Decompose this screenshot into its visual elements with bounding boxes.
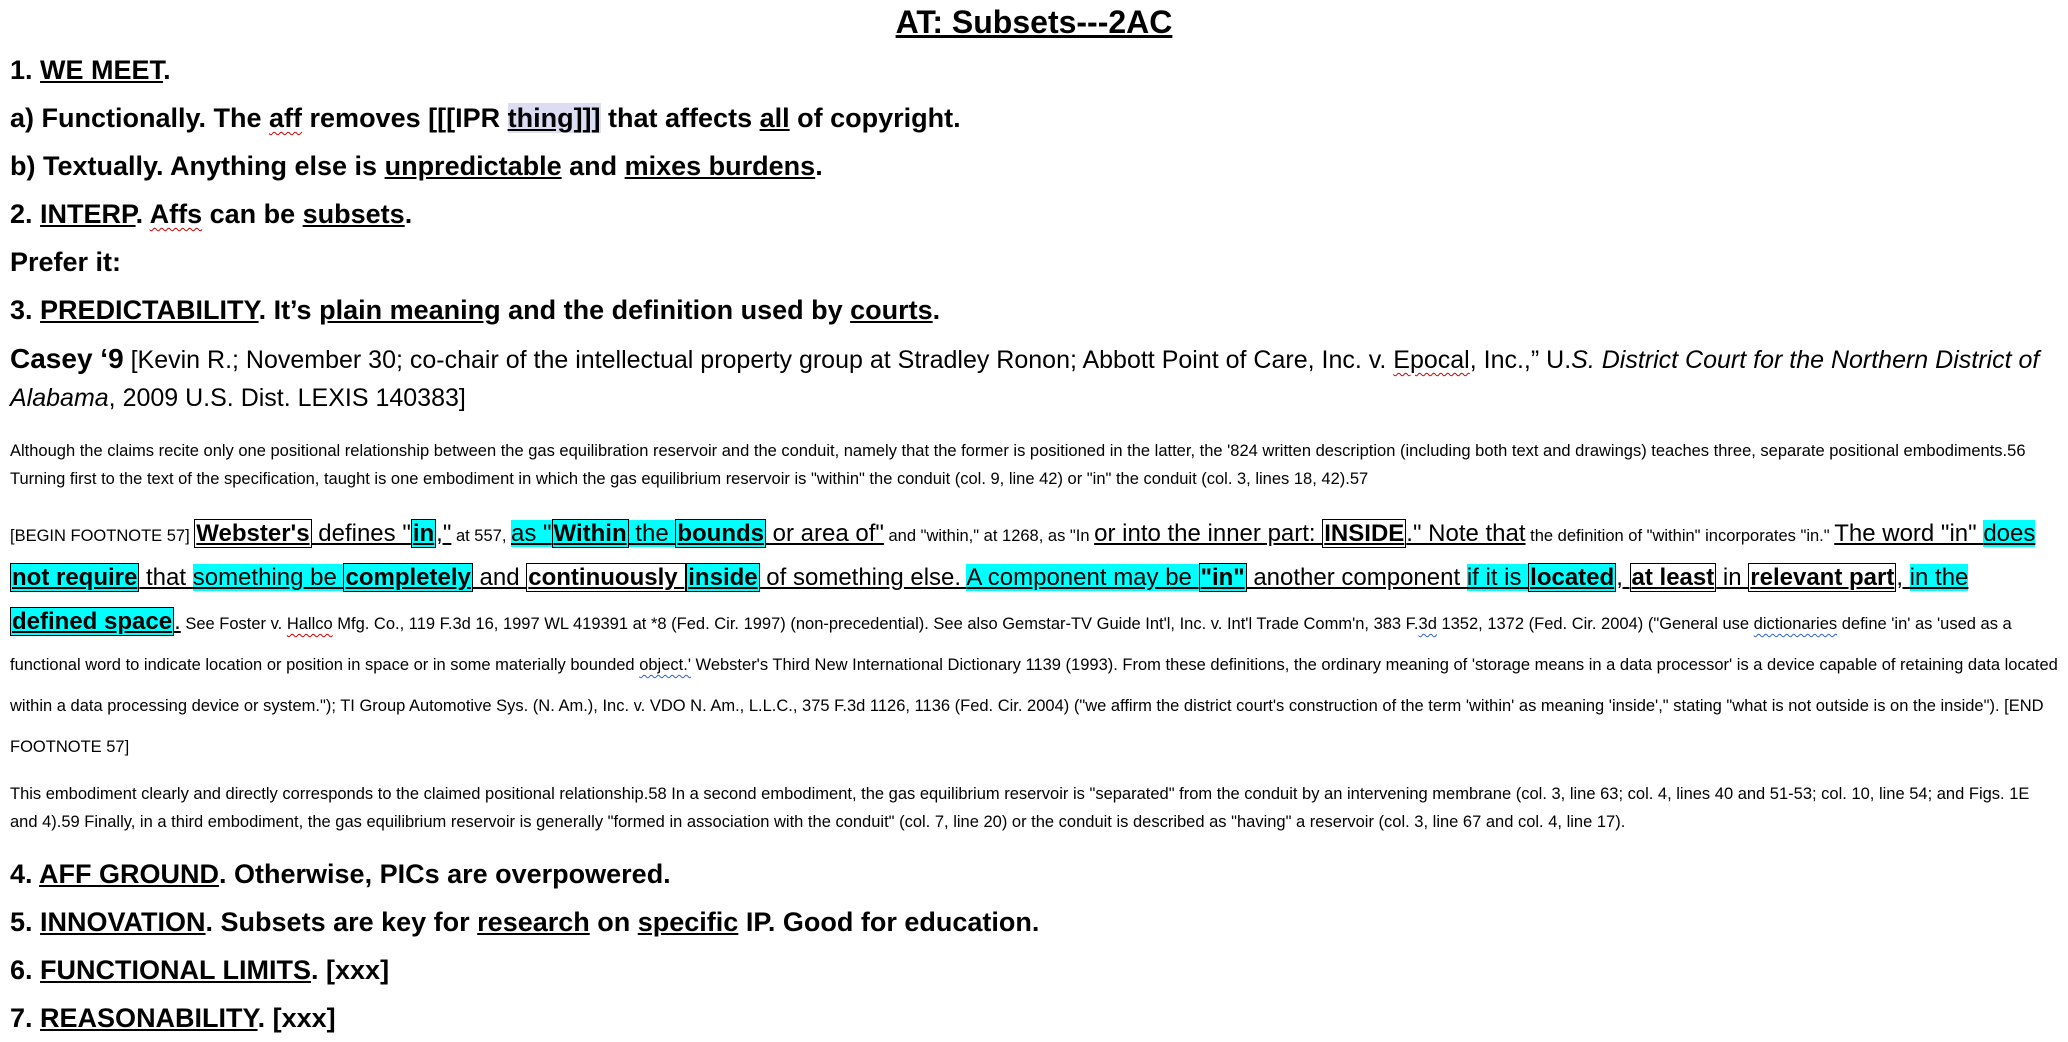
underlined-word: mixes burdens (624, 151, 816, 181)
highlighted-text: something be (192, 564, 344, 591)
text-run: Webster's Third New International Dictionary 1139 (1993). From these definitions, the ordinary meaning of 'storage means in a data processor' is a device capable of retaining data located within a data processing device or system."); TI Group Automotive Sys. (N. Am.), Inc. v. VDO N. Am., L.L.C., 375 F.3d 1126, 1136 (Fed. Cir. 2004) ("we affirm the district court's construction of the term 'within' as meaning 'inside'," stating "what is not outside is on the inside"). [END FOOTNOTE 57] (10, 656, 2058, 756)
underlined-word: research (477, 907, 590, 937)
citation-court: S. District Court for the Northern District of Alabama (10, 346, 2040, 412)
text-run: . (815, 151, 823, 181)
underlined-text: in (1716, 564, 1749, 591)
text-run: define 'in' as 'used as a functional word to indicate location or position in space or in some materially bounded (10, 615, 2012, 674)
highlighted-text: the (628, 520, 676, 547)
grammar-flagged-word: 3d (1418, 615, 1437, 633)
underlined-text: ." Note that (1406, 520, 1526, 547)
highlighted-boxed-text: in (412, 520, 435, 547)
misspelled-word: Epocal (1393, 346, 1470, 374)
underlined-word: subsets (302, 199, 405, 229)
underlined-text: , (1896, 564, 1910, 591)
underlined-text: of something else. (759, 564, 967, 591)
underlined-word: plain meaning (319, 295, 501, 325)
point-1a-functionally (10, 94, 2058, 142)
point-label: PREDICTABILITY (40, 295, 259, 325)
point-end: . (163, 55, 171, 85)
point-reasonability (10, 994, 2058, 1042)
text-run: See Foster v. (180, 615, 287, 633)
point-functional-limits (10, 946, 2058, 994)
underlined-text: that (139, 564, 193, 591)
point-we-meet (10, 46, 2058, 94)
text-run: a) Functionally. The (10, 103, 270, 133)
document-page (0, 2, 2068, 1033)
underlined-text: The word "in" (1834, 520, 1984, 547)
point-number: 6. (10, 955, 33, 985)
point-aff-ground (10, 850, 2058, 898)
point-number: 4. (10, 859, 33, 889)
text-run: removes [[[IPR (302, 103, 508, 133)
text-run: of copyright. (789, 103, 961, 133)
point-number: 3. (10, 295, 33, 325)
underlined-text: another component (1246, 564, 1467, 591)
misspelled-word: Hallco (286, 615, 333, 633)
boxed-text: Webster's (196, 520, 310, 547)
underlined-text: and (472, 564, 527, 591)
text-run: the definition of "within" incorporates "in." (1525, 527, 1835, 545)
boxed-text: relevant part (1750, 564, 1895, 591)
text-run: and (561, 151, 625, 181)
text-run: [BEGIN FOOTNOTE 57] (10, 527, 195, 545)
citation-text: , Inc.,” U. (1469, 346, 1572, 374)
highlighted-boxed-text: located (1530, 564, 1615, 591)
prefer-it-line: Prefer it: (10, 247, 122, 277)
highlighted-boxed-text: completely (345, 564, 471, 591)
underlined-text: defines " (311, 520, 411, 547)
text-run: . (932, 295, 941, 325)
highlighted-text: as " (511, 520, 552, 547)
underlined-word: specific (637, 907, 739, 937)
text-run: and the definition used by (500, 295, 851, 325)
point-number: 2. (10, 199, 33, 229)
text-run: . (135, 199, 150, 229)
point-innovation (10, 898, 2058, 946)
boxed-text: INSIDE (1324, 520, 1405, 547)
boxed-text: continuously (528, 564, 685, 591)
text-run: Mfg. Co., 119 F.3d 16, 1997 WL 419391 at *8 (Fed. Cir. 1997) (non-precedential). See also Gemstar-TV Guide Int'l, Inc. v. Int'l Trade Comm'n, 383 F. (332, 615, 1419, 633)
grammar-flagged-word: object.' (639, 656, 691, 674)
underlined-text: . (174, 608, 181, 635)
highlighted-text: if it is (1466, 564, 1529, 591)
text-run: IP. Good for education. (738, 907, 1040, 937)
text-run: on (589, 907, 638, 937)
text-run: b) Textually. Anything else is (10, 151, 385, 181)
text-run: . Subsets are key for (205, 907, 478, 937)
boxed-text: at least (1631, 564, 1715, 591)
underlined-word: all (759, 103, 790, 133)
point-label: INNOVATION (40, 907, 206, 937)
selected-text: thing]]] (507, 103, 601, 133)
evidence-paragraph-3: This embodiment clearly and directly corresponds to the claimed positional relationship.58 In a second embodiment, the gas equilibrium reservoir is "separated" from the conduit by an intervening membrane (col. 3, line 63; col. 4, lines 40 and 51-53; col. 10, line 54; and Figs. 1E and 4).59 Finally, in a third embodiment, the gas equilibrium reservoir is generally "formed in association with the conduit" (col. 7, line 20) or the conduit is described as "having" a reservoir (col. 3, line 67 and col. 4, line 17). (10, 785, 2030, 831)
text-run: 1352, 1372 (Fed. Cir. 2004) ("General use (1436, 615, 1754, 633)
misspelled-word: aff (269, 103, 303, 133)
highlighted-boxed-text: not require (12, 564, 138, 591)
point-predictability (10, 286, 2058, 334)
highlighted-boxed-text: Within (553, 520, 627, 547)
highlighted-boxed-text: "in" (1200, 564, 1245, 591)
point-label: FUNCTIONAL LIMITS (40, 955, 312, 985)
text-run: at 557, (451, 527, 511, 545)
text-run: . It’s (258, 295, 320, 325)
underlined-text: or into the inner part: (1094, 520, 1323, 547)
citation-text: , 2009 U.S. Dist. LEXIS 140383] (108, 384, 466, 412)
underlined-word: unpredictable (384, 151, 562, 181)
underlined-word: courts (850, 295, 933, 325)
underlined-text: or area of" (766, 520, 884, 547)
highlighted-text: in the (1909, 564, 1969, 591)
remaining-points (10, 850, 2058, 1042)
text-run: . Otherwise, PICs are overpowered. (219, 859, 671, 889)
point-label: AFF GROUND (39, 859, 220, 889)
text-run: . [xxx] (311, 955, 390, 985)
text-run: . [xxx] (257, 1003, 336, 1033)
highlighted-boxed-text: inside (688, 564, 758, 591)
underlined-text: , (1616, 564, 1630, 591)
point-label: WE MEET (40, 55, 164, 85)
point-1b-textually (10, 142, 2058, 190)
highlighted-text: A component may be (966, 564, 1199, 591)
point-label: INTERP (40, 199, 136, 229)
citation-text: [Kevin R.; November 30; co-chair of the intellectual property group at Stradley Ronon; Abbott Point of Care, Inc. v. (123, 346, 1394, 374)
highlighted-boxed-text: bounds (677, 520, 764, 547)
point-number: 1. (10, 55, 33, 85)
citation-author: Casey ‘9 (10, 343, 124, 374)
point-number: 7. (10, 1003, 33, 1033)
point-number: 5. (10, 907, 33, 937)
citation (10, 340, 2058, 417)
evidence-paragraph-1: Although the claims recite only one positional relationship between the gas equilibration reservoir and the conduit, namely that the former is positioned in the latter, the '824 written description (including both text and drawings) teaches three, separate positional embodiments.56 Turning first to the text of the specification, taught is one embodiment in which the gas equilibrium reservoir is "within" the conduit (col. 9, line 42) or "in" the conduit (col. 3, lines 18, 42).57 (10, 442, 2026, 488)
misspelled-word: Affs (149, 199, 203, 229)
text-run: . (404, 199, 413, 229)
highlighted-boxed-text: defined space (12, 608, 173, 635)
text-run: that affects (600, 103, 760, 133)
point-label: REASONABILITY (40, 1003, 258, 1033)
text-run: and "within," at 1268, as "In (883, 527, 1095, 545)
point-interp (10, 190, 2058, 238)
highlighted-text: does (1983, 520, 2036, 547)
grammar-flagged-word: dictionaries (1753, 615, 1838, 633)
underlined-text: ," (436, 520, 452, 547)
text-run: can be (202, 199, 303, 229)
evidence-paragraph-footnote (10, 513, 2058, 768)
document-title: AT: Subsets---2AC (895, 4, 1173, 40)
